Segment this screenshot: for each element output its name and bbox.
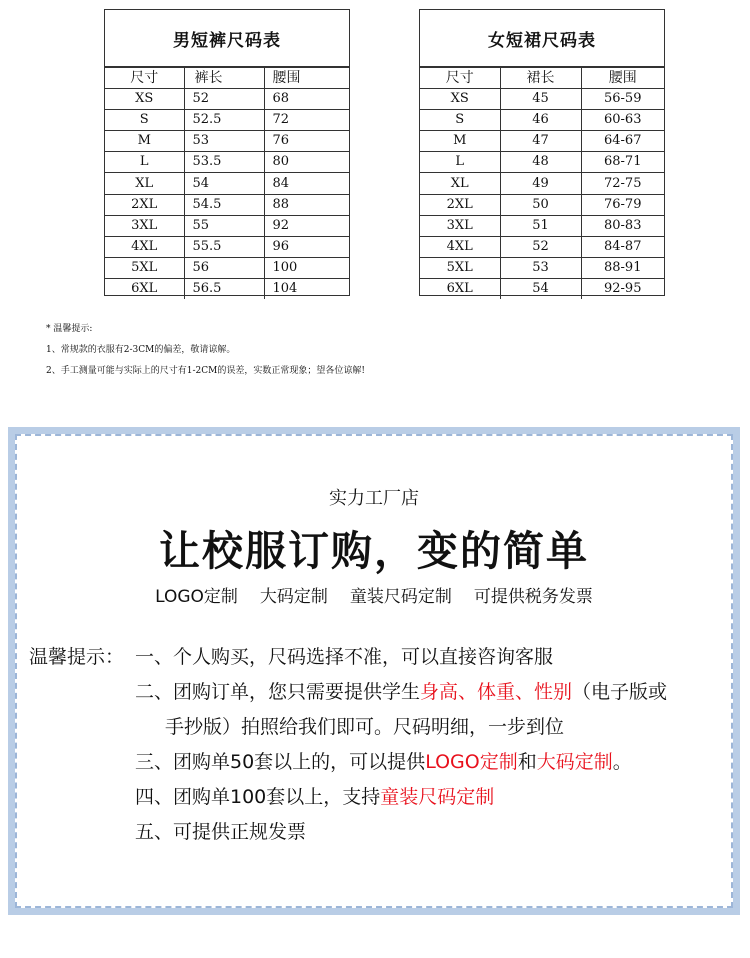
table-row bbox=[105, 131, 349, 152]
tip-row-2-cont bbox=[29, 710, 667, 745]
table-cell: 76 bbox=[264, 131, 349, 152]
table-cell: 80 bbox=[264, 152, 349, 173]
women-table-title: 女短裙尺码表 bbox=[420, 10, 664, 67]
size-notes bbox=[46, 319, 365, 382]
table-cell: 56.5 bbox=[184, 278, 264, 299]
table-cell: 49 bbox=[500, 173, 581, 194]
table-cell: 104 bbox=[264, 278, 349, 299]
promo-banner-inner bbox=[15, 434, 733, 908]
store-name: 实力工厂店 bbox=[329, 488, 419, 509]
table-cell: 5XL bbox=[105, 257, 184, 278]
tip-5: 五、可提供正规发票 bbox=[135, 821, 307, 843]
table-cell: XS bbox=[420, 89, 500, 110]
table-cell: 4XL bbox=[105, 236, 184, 257]
tips-label: 温馨提示： bbox=[29, 646, 125, 668]
notes-heading: * 温馨提示: bbox=[46, 324, 93, 334]
table-row bbox=[105, 194, 349, 215]
table-cell: L bbox=[420, 152, 500, 173]
table-header-row bbox=[420, 68, 664, 89]
purchase-tips bbox=[29, 640, 667, 850]
tip-row-3 bbox=[29, 745, 667, 780]
table-cell: 45 bbox=[500, 89, 581, 110]
table-row bbox=[420, 236, 664, 257]
table-cell: 80-83 bbox=[581, 215, 664, 236]
table-row bbox=[420, 110, 664, 131]
tip-2-continuation: 手抄版）拍照给我们即可。尺码明细，一步到位 bbox=[165, 716, 565, 738]
table-cell: 55.5 bbox=[184, 236, 264, 257]
table-cell: 76-79 bbox=[581, 194, 664, 215]
table-row bbox=[105, 278, 349, 299]
table-cell: 4XL bbox=[420, 236, 500, 257]
table-cell: 46 bbox=[500, 110, 581, 131]
table-cell: 3XL bbox=[105, 215, 184, 236]
table-cell: 6XL bbox=[105, 278, 184, 299]
table-row bbox=[420, 173, 664, 194]
table-cell: 72 bbox=[264, 110, 349, 131]
table-row bbox=[420, 152, 664, 173]
table-cell: 3XL bbox=[420, 215, 500, 236]
feature-item: LOGO定制 bbox=[155, 587, 238, 607]
slogan: 让校服订购，变的简单 bbox=[159, 527, 589, 575]
table-cell: 55 bbox=[184, 215, 264, 236]
table-cell: 88-91 bbox=[581, 257, 664, 278]
table-row bbox=[420, 215, 664, 236]
men-table-grid bbox=[105, 67, 349, 299]
table-row bbox=[420, 278, 664, 299]
men-table-body bbox=[105, 68, 349, 300]
tip-2-text-end: （电子版或 bbox=[572, 681, 668, 703]
table-cell: 60-63 bbox=[581, 110, 664, 131]
table-cell: 50 bbox=[500, 194, 581, 215]
table-cell: 68-71 bbox=[581, 152, 664, 173]
table-row bbox=[105, 89, 349, 110]
table-cell: 88 bbox=[264, 194, 349, 215]
table-row bbox=[420, 194, 664, 215]
table-cell: 53.5 bbox=[184, 152, 264, 173]
tip-row-1 bbox=[29, 640, 667, 675]
table-cell: 92 bbox=[264, 215, 349, 236]
table-cell: 5XL bbox=[420, 257, 500, 278]
tip-4-text: 四、团购单100套以上，支持 bbox=[135, 786, 381, 808]
table-cell: 53 bbox=[500, 257, 581, 278]
table-cell: S bbox=[105, 110, 184, 131]
women-table-body bbox=[420, 68, 664, 300]
women-table-grid bbox=[420, 67, 664, 299]
notes-line-1: 1、常规款的衣服有2-3CM的偏差，敬请谅解。 bbox=[46, 345, 236, 355]
table-cell: 72-75 bbox=[581, 173, 664, 194]
table-cell: 54 bbox=[184, 173, 264, 194]
tip-3-highlight-size: 大码定制 bbox=[536, 751, 613, 773]
table-cell: 48 bbox=[500, 152, 581, 173]
tip-2-text: 二、团购订单，您只需要提供学生 bbox=[135, 681, 421, 703]
promo-banner bbox=[8, 427, 740, 915]
tip-1: 一、个人购买，尺码选择不准，可以直接咨询客服 bbox=[135, 646, 554, 668]
table-row bbox=[105, 173, 349, 194]
tip-3-end: 。 bbox=[612, 751, 632, 773]
table-cell: 68 bbox=[264, 89, 349, 110]
table-cell: 52 bbox=[184, 89, 264, 110]
feature-list bbox=[17, 582, 731, 607]
tip-3-and: 和 bbox=[517, 751, 537, 773]
table-cell: 92-95 bbox=[581, 278, 664, 299]
table-row bbox=[420, 89, 664, 110]
tip-3-text: 三、团购单50套以上的，可以提供 bbox=[135, 751, 426, 773]
feature-item: 大码定制 bbox=[259, 587, 328, 607]
table-cell: 2XL bbox=[420, 194, 500, 215]
table-row bbox=[420, 257, 664, 278]
table-row bbox=[105, 236, 349, 257]
feature-item: 可提供税务发票 bbox=[473, 587, 593, 607]
men-table-title: 男短裤尺码表 bbox=[105, 10, 349, 67]
table-cell: 84-87 bbox=[581, 236, 664, 257]
table-cell: 96 bbox=[264, 236, 349, 257]
table-cell: XL bbox=[105, 173, 184, 194]
table-cell: 64-67 bbox=[581, 131, 664, 152]
table-cell: L bbox=[105, 152, 184, 173]
table-cell: 51 bbox=[500, 215, 581, 236]
table-cell: 53 bbox=[184, 131, 264, 152]
table-cell: S bbox=[420, 110, 500, 131]
table-cell: 52.5 bbox=[184, 110, 264, 131]
table-row bbox=[105, 152, 349, 173]
table-row bbox=[420, 131, 664, 152]
women-skirt-size-table bbox=[419, 9, 665, 296]
table-row bbox=[105, 110, 349, 131]
table-header-cell: 尺寸 bbox=[105, 68, 184, 89]
feature-item: 童装尺码定制 bbox=[349, 587, 452, 607]
table-header-cell: 裙长 bbox=[500, 68, 581, 89]
notes-line-2: 2、手工测量可能与实际上的尺寸有1-2CM的误差，实数正常现象；望各位谅解! bbox=[46, 366, 365, 376]
tip-row-5 bbox=[29, 815, 667, 850]
tip-3-highlight-logo: LOGO定制 bbox=[425, 751, 518, 773]
table-cell: XL bbox=[420, 173, 500, 194]
tip-4-highlight: 童装尺码定制 bbox=[380, 786, 495, 808]
tip-row-4 bbox=[29, 780, 667, 815]
table-cell: 100 bbox=[264, 257, 349, 278]
table-cell: 2XL bbox=[105, 194, 184, 215]
table-cell: M bbox=[420, 131, 500, 152]
table-row bbox=[105, 257, 349, 278]
table-header-cell: 腰围 bbox=[581, 68, 664, 89]
table-header-cell: 裤长 bbox=[184, 68, 264, 89]
table-cell: XS bbox=[105, 89, 184, 110]
table-header-cell: 腰围 bbox=[264, 68, 349, 89]
men-shorts-size-table bbox=[104, 9, 350, 296]
table-cell: M bbox=[105, 131, 184, 152]
table-row bbox=[105, 215, 349, 236]
table-header-cell: 尺寸 bbox=[420, 68, 500, 89]
table-header-row bbox=[105, 68, 349, 89]
table-cell: 47 bbox=[500, 131, 581, 152]
table-cell: 56-59 bbox=[581, 89, 664, 110]
table-cell: 54.5 bbox=[184, 194, 264, 215]
table-cell: 84 bbox=[264, 173, 349, 194]
table-cell: 56 bbox=[184, 257, 264, 278]
tip-row-2 bbox=[29, 675, 667, 710]
table-cell: 54 bbox=[500, 278, 581, 299]
table-cell: 52 bbox=[500, 236, 581, 257]
tip-2-highlight: 身高、体重、性别 bbox=[420, 681, 573, 703]
table-cell: 6XL bbox=[420, 278, 500, 299]
